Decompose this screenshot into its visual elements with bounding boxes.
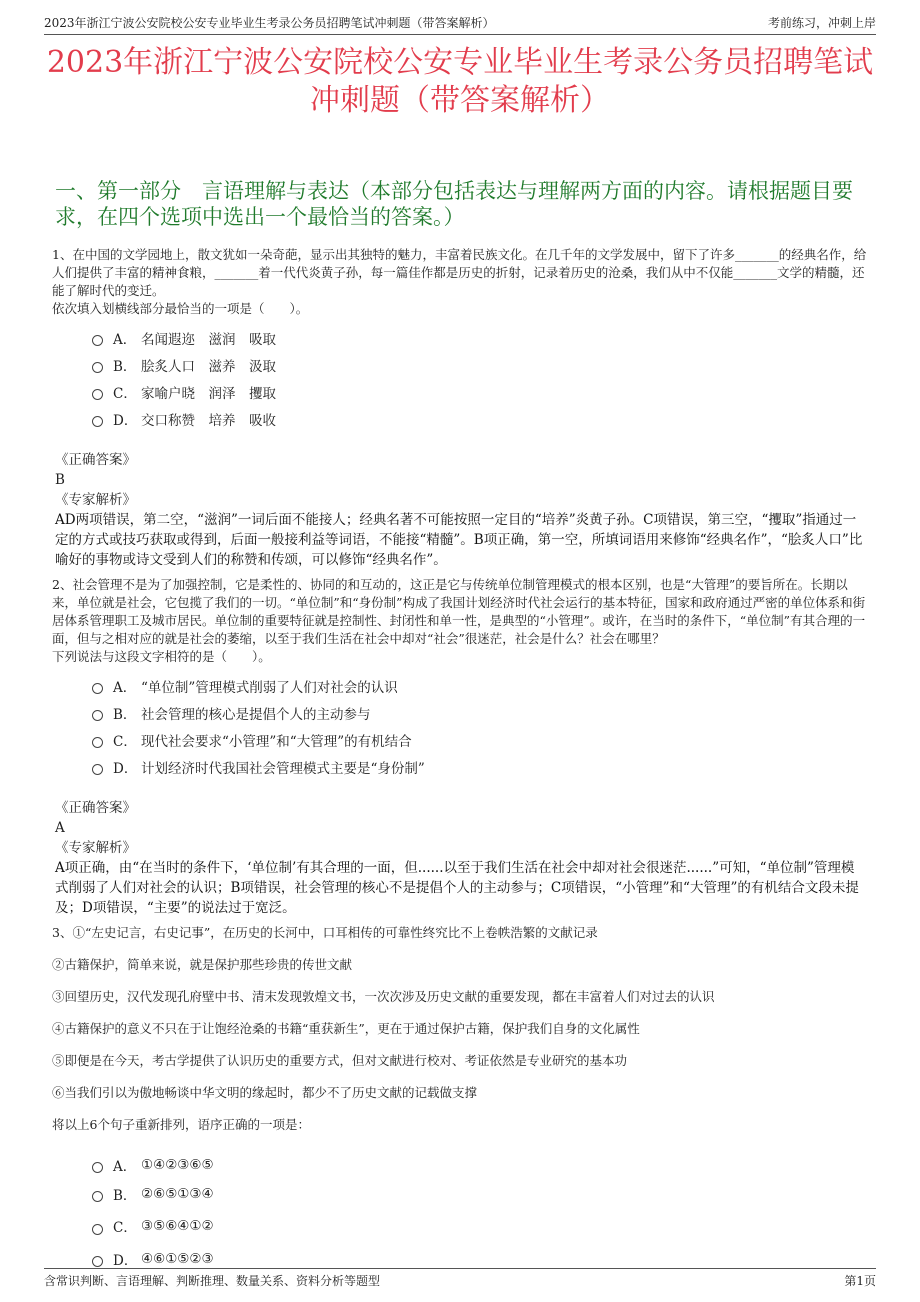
question-3-line-5: ⑤即便是在今天，考古学提供了认识历史的重要方式，但对文献进行校对、考证依然是专业研究的基本功 (52, 1053, 628, 1068)
question-2 (52, 576, 872, 666)
question-3-option-a[interactable]: A． ①④②③⑥⑤ (92, 1150, 214, 1179)
question-1-option-c[interactable]: C． 家喻户晓 润泽 攫取 (92, 378, 276, 405)
section-title: 一、第一部分 言语理解与表达（本部分包括表达与理解两方面的内容。请根据题目要求，在四个选项中选出一个最恰当的答案。） (55, 179, 853, 229)
question-2-stem: 2、社会管理不是为了加强控制，它是柔性的、协同的和互动的，这正是它与传统单位制管理模式的根本区别，也是“大管理”的要旨所在。长期以来，单位就是社会，它包揽了我们的一切。“单位制”和“身份制”构成了我国计划经济时代社会运行的基本特征，国家和政府通过严密的单位体系和街居体系管理职工及城市居民。单位制的重要特征就是控制性、封闭性和单一性，是典型的“小管理”。或许，在当时的条件下，“单位制”有其合理的一面，但与之相对应的就是社会的萎缩，以至于我们生活在社会中却对“社会”很迷茫，社会是什么？社会在哪里？ (52, 577, 866, 646)
question-2-option-c[interactable]: C． 现代社会要求“小管理”和“大管理”的有机结合 (92, 726, 425, 753)
question-3-option-d[interactable]: D． ④⑥①⑤②③ (92, 1244, 214, 1273)
analysis-text: A项正确，由“在当时的条件下，‘单位制’有其合理的一面，但......以至于我们生活在社会中却对社会很迷茫......”可知，“单位制”管理模式削弱了人们对社会的认识；B项错误，社会管理的核心不是提倡个人的主动参与；C项错误，“小管理”和“大管理”的有机结合文段未提及；D项错误，“主要”的说法过于宽泛。 (55, 860, 859, 916)
radio-icon[interactable] (92, 710, 103, 721)
answer-label: 《正确答案》 (55, 452, 136, 468)
question-3 (52, 924, 872, 1148)
question-2-options (92, 672, 425, 780)
question-1-option-b[interactable]: B． 脍炙人口 滋养 汲取 (92, 351, 276, 378)
footer-description: 含常识判断、言语理解、判断推理、数量关系、资料分析等题型 (44, 1273, 381, 1288)
question-2-option-a[interactable]: A． “单位制”管理模式削弱了人们对社会的认识 (92, 672, 425, 699)
radio-icon[interactable] (92, 335, 103, 346)
question-1-answer-block (55, 450, 865, 570)
radio-icon[interactable] (92, 1162, 103, 1173)
question-1-option-a[interactable]: A． 名闻遐迩 滋润 吸取 (92, 324, 276, 351)
question-3-line-2: ②古籍保护，简单来说，就是保护那些珍贵的传世文献 (52, 957, 353, 972)
radio-icon[interactable] (92, 416, 103, 427)
question-1-stem: 1、在中国的文学园地上，散文犹如一朵奇葩，显示出其独特的魅力，丰富着民族文化。在几千年的文学发展中，留下了许多_______的经典名作，给人们提供了丰富的精神食粮，_______着一代代炎黄子孙，每一篇佳作都是历史的折射，记录着历史的沧桑，我们从中不仅能_______文学的精髓，还能了解时代的变迁。 (52, 247, 867, 298)
question-2-prompt: 下列说法与这段文字相符的是（ ）。 (52, 649, 271, 664)
question-1-option-d[interactable]: D． 交口称赞 培养 吸收 (92, 405, 276, 432)
question-3-options (92, 1150, 214, 1273)
question-1-options (92, 324, 276, 432)
radio-icon[interactable] (92, 389, 103, 400)
question-3-option-b[interactable]: B． ②⑥⑤①③④ (92, 1179, 214, 1208)
analysis-text: AD两项错误，第二空，“滋润”一词后面不能接人；经典名著不可能按照一定目的“培养”炎黄子孙。C项错误，第三空，“攫取”指通过一定的方式或技巧获取或得到，后面一般接利益等词语，不能接“精髓”。B项正确，第一空，所填词语用来修饰“经典名作”，“脍炙人口”比喻好的事物或诗文受到人们的称赞和传颂，可以修饰“经典名作”。 (55, 512, 863, 568)
question-3-line-4: ④古籍保护的意义不只在于让饱经沧桑的书籍“重获新生”，更在于通过保护古籍，保护我们自身的文化属性 (52, 1021, 640, 1036)
page-footer (44, 1268, 876, 1291)
radio-icon[interactable] (92, 362, 103, 373)
question-2-option-b[interactable]: B． 社会管理的核心是提倡个人的主动参与 (92, 699, 425, 726)
question-3-option-c[interactable]: C． ③⑤⑥④①② (92, 1208, 214, 1244)
radio-icon[interactable] (92, 1224, 103, 1235)
page-number: 第1页 (844, 1273, 876, 1288)
radio-icon[interactable] (92, 683, 103, 694)
question-2-option-d[interactable]: D． 计划经济时代我国社会管理模式主要是“身份制” (92, 753, 425, 780)
analysis-label: 《专家解析》 (55, 840, 136, 856)
question-3-line-3: ③回望历史，汉代发现孔府壁中书、清末发现敦煌文书，一次次涉及历史文献的重要发现，都在丰富着人们对过去的认识 (52, 989, 715, 1004)
header-doc-title: 2023年浙江宁波公安院校公安专业毕业生考录公务员招聘笔试冲刺题（带答案解析） (44, 15, 495, 30)
question-1-prompt: 依次填入划横线部分最恰当的一项是（ ）。 (52, 301, 309, 316)
radio-icon[interactable] (92, 1191, 103, 1202)
question-3-line-1: 3、①“左史记言，右史记事”，在历史的长河中，口耳相传的可靠性终究比不上卷帙浩繁的文献记录 (52, 925, 598, 940)
question-1 (52, 246, 872, 318)
radio-icon[interactable] (92, 764, 103, 775)
analysis-label: 《专家解析》 (55, 492, 136, 508)
question-3-prompt: 将以上6个句子重新排列，语序正确的一项是： (52, 1117, 310, 1132)
question-3-line-6: ⑥当我们引以为傲地畅谈中华文明的缘起时，都少不了历史文献的记载做支撑 (52, 1085, 478, 1100)
question-2-answer-block (55, 798, 865, 918)
radio-icon[interactable] (92, 1256, 103, 1267)
page-title: 2023年浙江宁波公安院校公安专业毕业生考录公务员招聘笔试冲刺题（带答案解析） (46, 45, 874, 118)
answer-value: A (55, 820, 65, 836)
page-header (44, 10, 876, 35)
answer-value: B (55, 472, 65, 488)
radio-icon[interactable] (92, 737, 103, 748)
header-slogan: 考前练习，冲刺上岸 (767, 15, 876, 30)
answer-label: 《正确答案》 (55, 800, 136, 816)
